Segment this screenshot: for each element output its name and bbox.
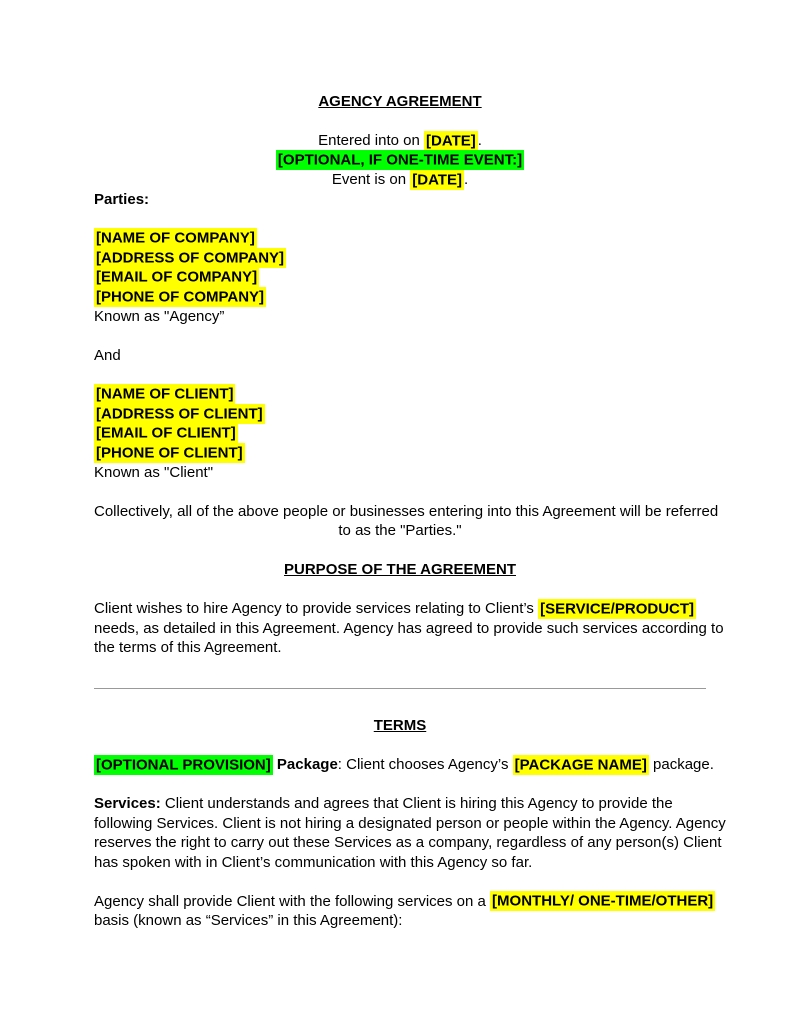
- placeholder-highlight: [DATE]: [412, 171, 462, 188]
- placeholder-highlight: [SERVICE/PRODUCT]: [540, 600, 695, 617]
- blank-line: [94, 541, 706, 561]
- services-basis-line-1: [94, 892, 714, 912]
- purpose-paragraph-line-2: [94, 619, 724, 639]
- text-run: Entered into on: [318, 132, 425, 149]
- text-run: PURPOSE OF THE AGREEMENT: [284, 561, 516, 578]
- client-email-placeholder: [94, 424, 706, 444]
- placeholder-highlight: [NAME OF COMPANY]: [96, 229, 255, 247]
- text-run: Client wishes to hire Agency to provide services relating to Client’s: [94, 600, 539, 617]
- text-run: following Services. Client is not hiring a designated person or people within the Agency. Agency: [94, 814, 726, 832]
- purpose-paragraph-line-1: [94, 599, 706, 619]
- services-paragraph-line-4: [94, 853, 706, 873]
- text-run: basis (known as “Services” in this Agreement):: [94, 912, 403, 929]
- text-run: Collectively, all of the above people or businesses entering into this Agreement will be referred: [94, 502, 719, 520]
- text-run: : Client chooses Agency’s: [337, 756, 513, 773]
- text-run: .: [463, 171, 469, 188]
- client-phone-placeholder: [94, 443, 706, 463]
- blank-line: [94, 482, 706, 502]
- company-email-placeholder: [94, 268, 706, 288]
- placeholder-highlight: [MONTHLY/ ONE-TIME/OTHER]: [492, 892, 714, 910]
- blank-line: [94, 209, 706, 229]
- blank-line: [94, 736, 706, 756]
- entered-into-line: [94, 131, 706, 151]
- text-run: Client understands and agrees that Client is hiring this Agency to provide the: [160, 795, 673, 812]
- text-run: the terms of this Agreement.: [94, 639, 282, 656]
- text-run: has spoken with in Client’s communication with this Agency so far.: [94, 853, 533, 871]
- text-run: Agency shall provide Client with the following services on a: [94, 892, 491, 910]
- placeholder-highlight: [EMAIL OF COMPANY]: [96, 268, 258, 286]
- placeholder-highlight: [EMAIL OF CLIENT]: [96, 424, 236, 442]
- company-phone-placeholder: [94, 287, 706, 307]
- text-run: needs, as detailed in this Agreement. Agency has agreed to provide such services according to: [94, 619, 724, 637]
- purpose-paragraph-line-3: [94, 638, 706, 658]
- client-name-placeholder: [94, 385, 706, 405]
- placeholder-highlight: [NAME OF CLIENT]: [96, 385, 234, 403]
- text-run: TERMS: [373, 717, 427, 734]
- document-title: [94, 92, 706, 112]
- text-run: to as the "Parties.": [338, 522, 462, 539]
- company-name-placeholder: [94, 229, 706, 249]
- services-basis-line-2: [94, 911, 706, 931]
- collectively-line-2: [94, 521, 706, 541]
- services-paragraph-line-3: [94, 833, 722, 853]
- blank-line: [94, 775, 706, 795]
- placeholder-highlight: [OPTIONAL PROVISION]: [96, 756, 271, 773]
- horizontal-rule: [94, 677, 706, 697]
- placeholder-highlight: [ADDRESS OF COMPANY]: [96, 249, 285, 266]
- package-provision-line: [94, 755, 714, 775]
- known-as-client-line: [94, 463, 706, 483]
- placeholder-highlight: [PHONE OF COMPANY]: [96, 288, 265, 305]
- client-address-placeholder: [94, 404, 706, 424]
- placeholder-highlight: [PACKAGE NAME]: [514, 756, 647, 773]
- blank-line: [94, 365, 706, 385]
- placeholder-highlight: [ADDRESS OF CLIENT]: [96, 405, 263, 422]
- text-run: package.: [648, 756, 714, 773]
- text-run: Parties:: [94, 190, 150, 208]
- blank-line: [94, 112, 706, 132]
- event-date-line: [94, 170, 706, 190]
- text-run: Known as "Client": [94, 463, 214, 481]
- parties-label: [94, 190, 706, 210]
- and-line: [94, 346, 706, 366]
- blank-line: [94, 580, 706, 600]
- placeholder-highlight: [OPTIONAL, IF ONE-TIME EVENT:]: [277, 151, 523, 169]
- text-run: .: [477, 132, 482, 149]
- known-as-agency-line: [94, 307, 706, 327]
- blank-line: [94, 326, 706, 346]
- section-heading-purpose: [94, 560, 706, 580]
- text-run: AGENCY AGREEMENT: [318, 93, 482, 110]
- text-run: Services:: [94, 795, 161, 812]
- optional-event-line: [94, 151, 706, 171]
- placeholder-highlight: [DATE]: [426, 132, 476, 149]
- section-heading-terms: [94, 716, 706, 736]
- blank-line: [94, 872, 706, 892]
- text-run: And: [94, 346, 121, 364]
- text-run: Event is on: [331, 171, 411, 188]
- company-address-placeholder: [94, 248, 706, 268]
- collectively-line-1: [94, 502, 719, 522]
- services-paragraph-line-1: [94, 794, 706, 814]
- text-run: reserves the right to carry out these Services as a company, regardless of any person(s) Client: [94, 834, 722, 851]
- text-run: Package: [276, 756, 338, 773]
- text-run: Known as "Agency”: [94, 307, 225, 325]
- services-paragraph-line-2: [94, 814, 726, 834]
- blank-line: [94, 697, 706, 717]
- placeholder-highlight: [PHONE OF CLIENT]: [96, 444, 243, 461]
- blank-line: [94, 658, 706, 678]
